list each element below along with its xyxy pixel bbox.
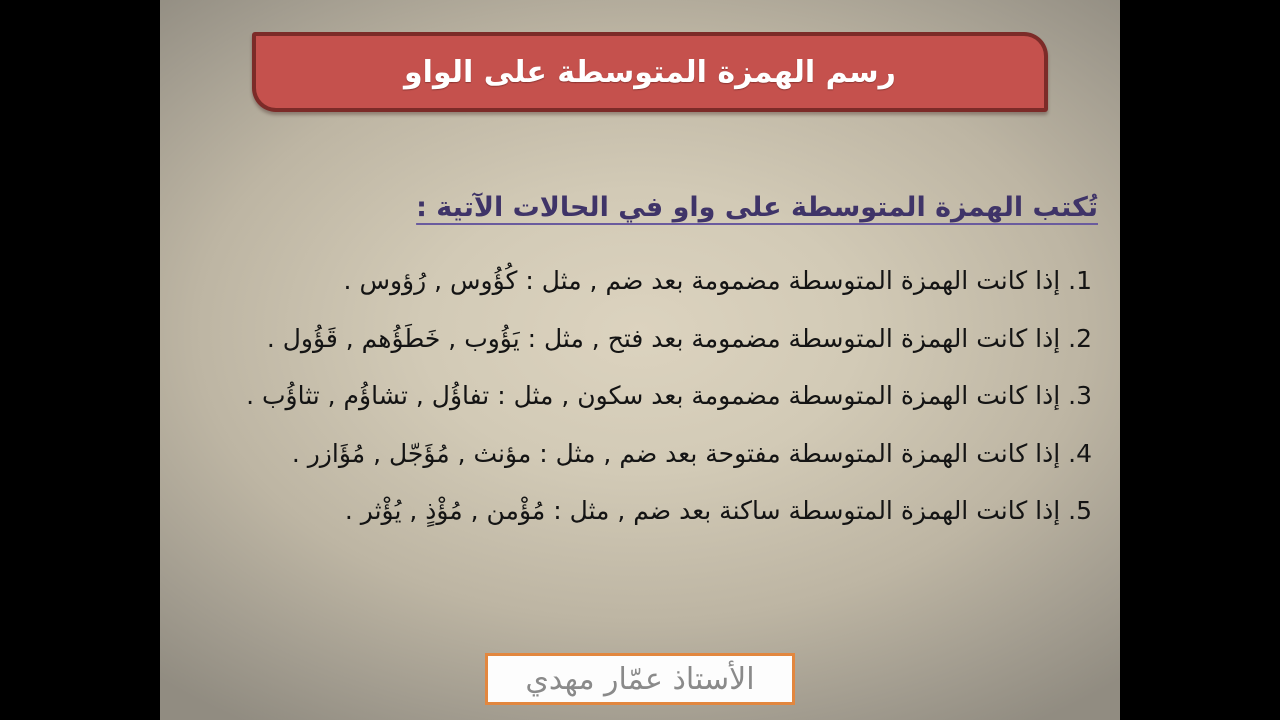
rule-item-3: 3. إذا كانت الهمزة المتوسطة مضمومة بعد سكون , مثل : تفاؤُل , تشاؤُم , تثاؤُب . <box>246 381 1092 410</box>
footer-author-box <box>485 653 795 705</box>
rule-item-2: 2. إذا كانت الهمزة المتوسطة مضمومة بعد فتح , مثل : يَؤُوب , خَطَؤُهم , قَؤُول . <box>266 323 1092 353</box>
slide-background <box>160 0 1120 720</box>
letterbox-left <box>0 0 160 720</box>
subtitle-heading: تُكتب الهمزة المتوسطة على واو في الحالات الآتية : <box>416 192 1098 223</box>
rule-item-1: 1. إذا كانت الهمزة المتوسطة مضمومة بعد ضم , مثل : كُؤُوس , رُؤوس . <box>343 266 1092 295</box>
rules-list <box>220 252 1092 540</box>
slide-title: رسم الهمزة المتوسطة على الواو <box>404 54 896 90</box>
title-banner <box>252 32 1048 112</box>
letterbox-right <box>1120 0 1280 720</box>
rule-item-4: 4. إذا كانت الهمزة المتوسطة مفتوحة بعد ضم , مثل : مؤنث , مُؤَجّل , مُؤَازر . <box>291 438 1092 468</box>
footer-author-name: الأستاذ عمّار مهدي <box>525 661 755 697</box>
rule-item-5: 5. إذا كانت الهمزة المتوسطة ساكنة بعد ضم , مثل : مُؤْمن , مُؤْذٍ , يُؤْثر . <box>344 496 1092 525</box>
